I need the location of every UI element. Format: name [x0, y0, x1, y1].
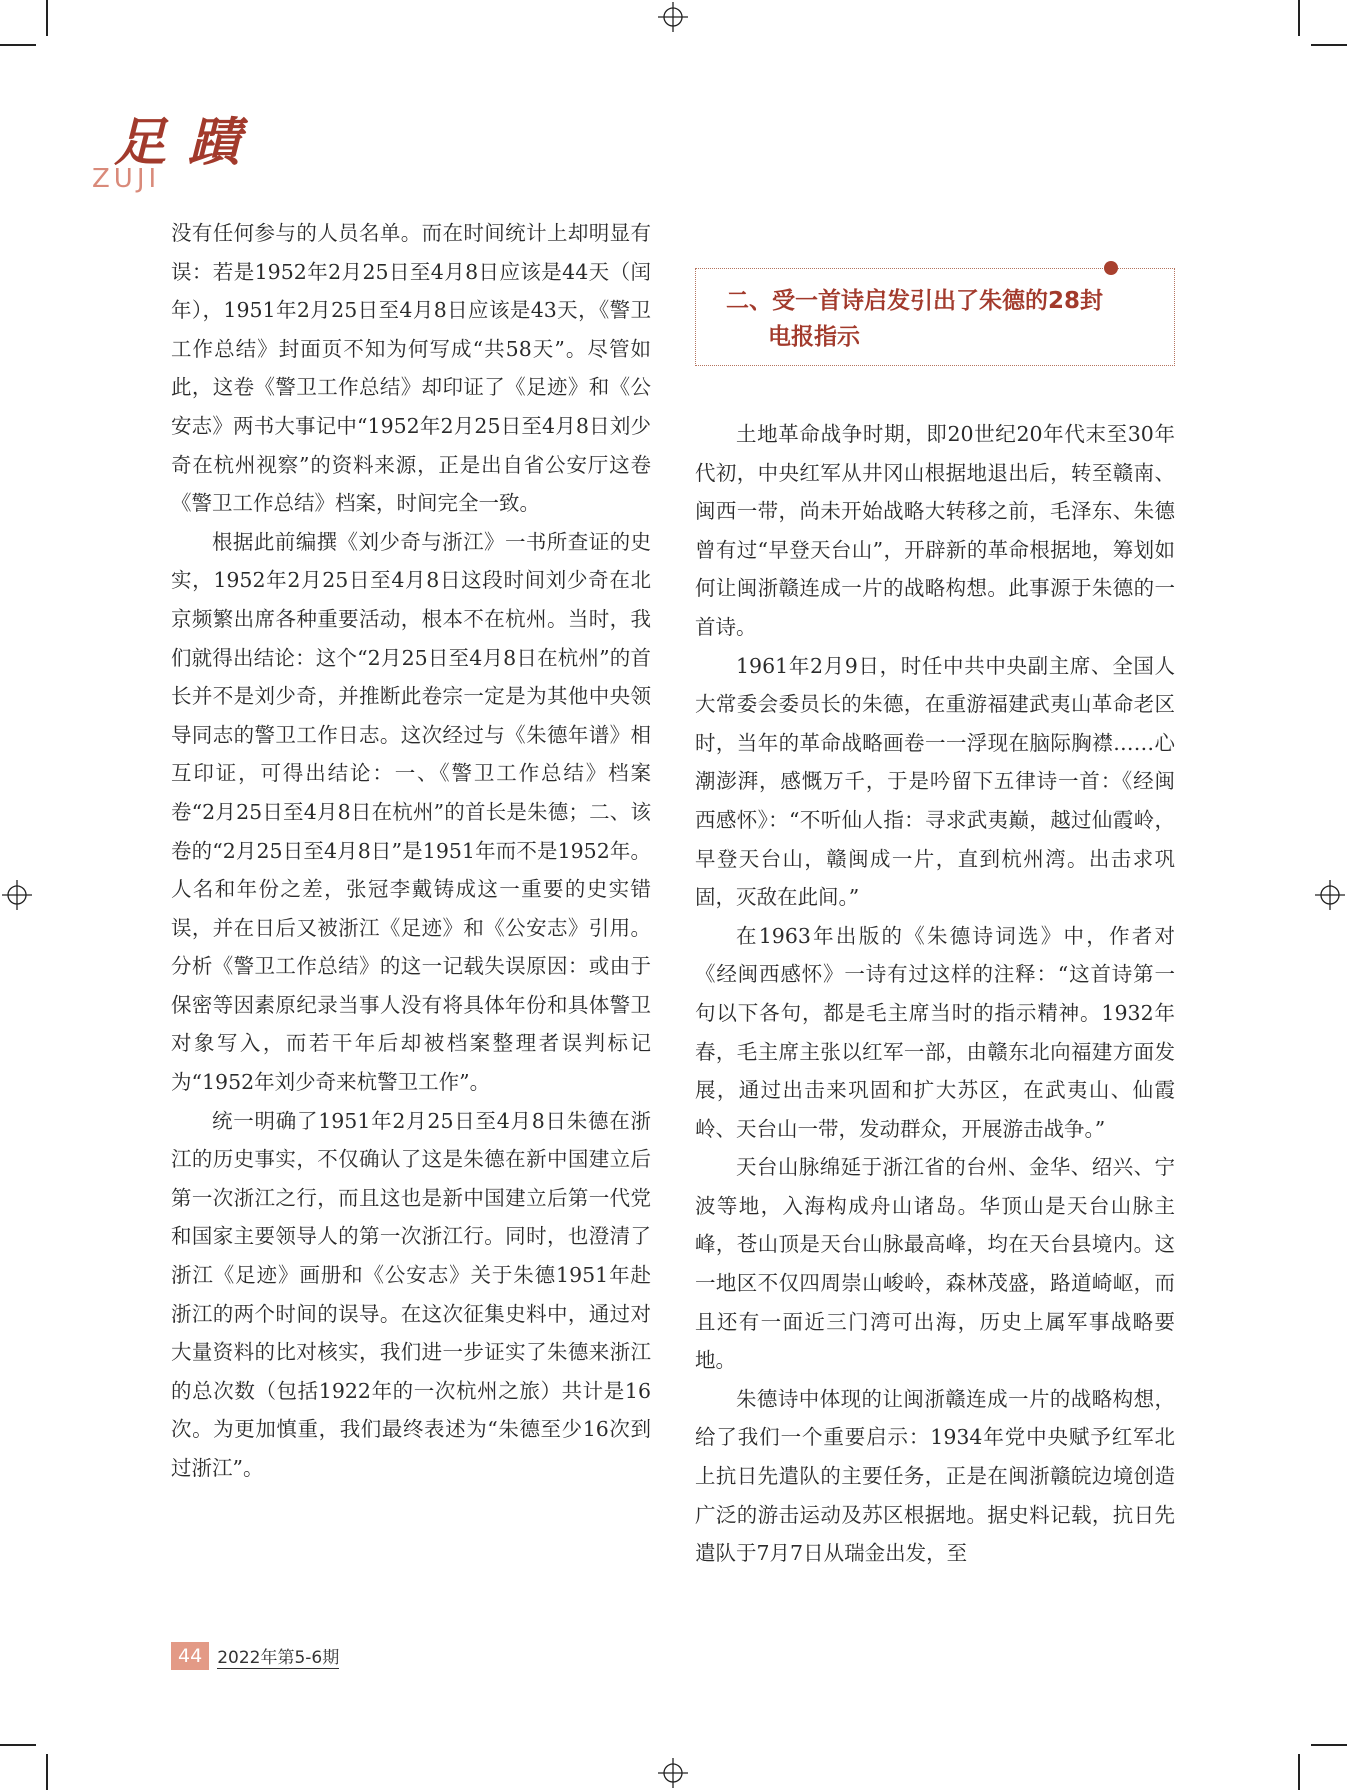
crop-mark-bottom-left-h	[0, 1744, 36, 1746]
registration-mark-bottom	[658, 1758, 688, 1788]
page-footer	[171, 1641, 339, 1671]
crop-mark-top-left-v	[46, 0, 48, 36]
section-heading	[726, 283, 1156, 355]
paragraph: 朱德诗中体现的让闽浙赣连成一片的战略构想，给了我们一个重要启示：1934年党中央赋予红军北上抗日先遣队的主要任务，正是在闽浙赣皖边境创造广泛的游击运动及苏区根据地。据史料记载，抗日先遣队于7月7日从瑞金出发，至	[695, 1386, 1175, 1566]
paragraph: 没有任何参与的人员名单。而在时间统计上却明显有误：若是1952年2月25日至4月8日应该是44天（闰年），1951年2月25日至4月8日应该是43天，《警卫工作总结》封面页不知为何写成“共58天”。尽管如此，这卷《警卫工作总结》却印证了《足迹》和《公安志》两书大事记中“1952年2月25日至4月8日刘少奇在杭州视察”的资料来源，正是出自省公安厅这卷《警卫工作总结》档案，时间完全一致。	[171, 221, 651, 516]
column-brand	[92, 100, 252, 200]
issue-label: 2022年第5-6期	[217, 1643, 339, 1669]
paragraph: 土地革命战争时期，即20世纪20年代末至30年代初，中央红军从井冈山根据地退出后，转至赣南、闽西一带，尚未开始战略大转移之前，毛泽东、朱德曾有过“早登天台山”，开辟新的革命根据地，筹划如何让闽浙赣连成一片的战略构想。此事源于朱德的一首诗。	[695, 422, 1175, 639]
registration-mark-right	[1315, 880, 1345, 910]
paragraph: 1961年2月9日，时任中共中央副主席、全国人大常委会委员长的朱德，在重游福建武夷山革命老区时，当年的革命战略画卷一一浮现在脑际胸襟……心潮澎湃，感慨万千，于是吟留下五律诗一首：《经闽西感怀》：“不听仙人指：寻求武夷巅，越过仙霞岭，早登天台山，赣闽成一片，直到杭州湾。出击求巩固，灭敌在此间。”	[695, 653, 1175, 910]
registration-mark-left	[2, 880, 32, 910]
page-number: 44	[171, 1642, 209, 1670]
section-heading-line-2: 电报指示	[768, 324, 860, 350]
crop-mark-bottom-left-v	[46, 1754, 48, 1790]
crop-mark-top-right-h	[1311, 44, 1347, 46]
paragraph: 根据此前编撰《刘少奇与浙江》一书所查证的史实，1952年2月25日至4月8日这段时间刘少奇在北京频繁出席各种重要活动，根本不在杭州。当时，我们就得出结论：这个“2月25日至4月8日在杭州”的首长并不是刘少奇，并推断此卷宗一定是为其他中央领导同志的警卫工作日志。这次经过与《朱德年谱》相互印证，可得出结论：一、《警卫工作总结》档案卷“2月25日至4月8日在杭州”的首长是朱德；二、该卷的“2月25日至4月8日”是1951年而不是1952年。人名和年份之差，张冠李戴铸成这一重要的史实错误，并在日后又被浙江《足迹》和《公安志》引用。分析《警卫工作总结》的这一记载失误原因：或由于保密等因素原纪录当事人没有将具体年份和具体警卫对象写入，而若干年后却被档案整理者误判标记为“1952年刘少奇来杭警卫工作”。	[171, 529, 651, 1095]
crop-mark-top-right-v	[1298, 0, 1300, 36]
section-heading-line-1: 二、受一首诗启发引出了朱德的28封	[726, 288, 1104, 314]
section-heading-box	[695, 268, 1175, 366]
crop-mark-bottom-right-v	[1298, 1754, 1300, 1790]
heading-dot-icon	[1104, 261, 1118, 275]
paragraph: 统一明确了1951年2月25日至4月8日朱德在浙江的历史事实，不仅确认了这是朱德在新中国建立后第一次浙江之行，而且这也是新中国建立后第一代党和国家主要领导人的第一次浙江行。同时，也澄清了浙江《足迹》画册和《公安志》关于朱德1951年赴浙江的两个时间的误导。在这次征集史料中，通过对大量资料的比对核实，我们进一步证实了朱德来浙江的总次数（包括1922年的一次杭州之旅）共计是16次。为更加慎重，我们最终表述为“朱德至少16次到过浙江”。	[171, 1108, 651, 1480]
left-column	[171, 214, 651, 1488]
right-column	[695, 415, 1175, 1573]
brand-chinese: 足 蹟	[114, 112, 243, 173]
crop-mark-top-left-h	[0, 44, 36, 46]
brand-pinyin: ZUJI	[92, 164, 161, 194]
registration-mark-top	[658, 2, 688, 32]
paragraph: 天台山脉绵延于浙江省的台州、金华、绍兴、宁波等地，入海构成舟山诸岛。华顶山是天台山脉主峰，苍山顶是天台山脉最高峰，均在天台县境内。这一地区不仅四周崇山峻岭，森林茂盛，路道崎岖，而且还有一面近三门湾可出海，历史上属军事战略要地。	[695, 1155, 1175, 1373]
crop-mark-bottom-right-h	[1311, 1744, 1347, 1746]
paragraph: 在1963年出版的《朱德诗词选》中，作者对《经闽西感怀》一诗有过这样的注释：“这首诗第一句以下各句，都是毛主席当时的指示精神。1932年春，毛主席主张以红军一部，由赣东北向福建方面发展，通过出击来巩固和扩大苏区，在武夷山、仙霞岭、天台山一带，发动群众，开展游击战争。”	[695, 923, 1175, 1141]
